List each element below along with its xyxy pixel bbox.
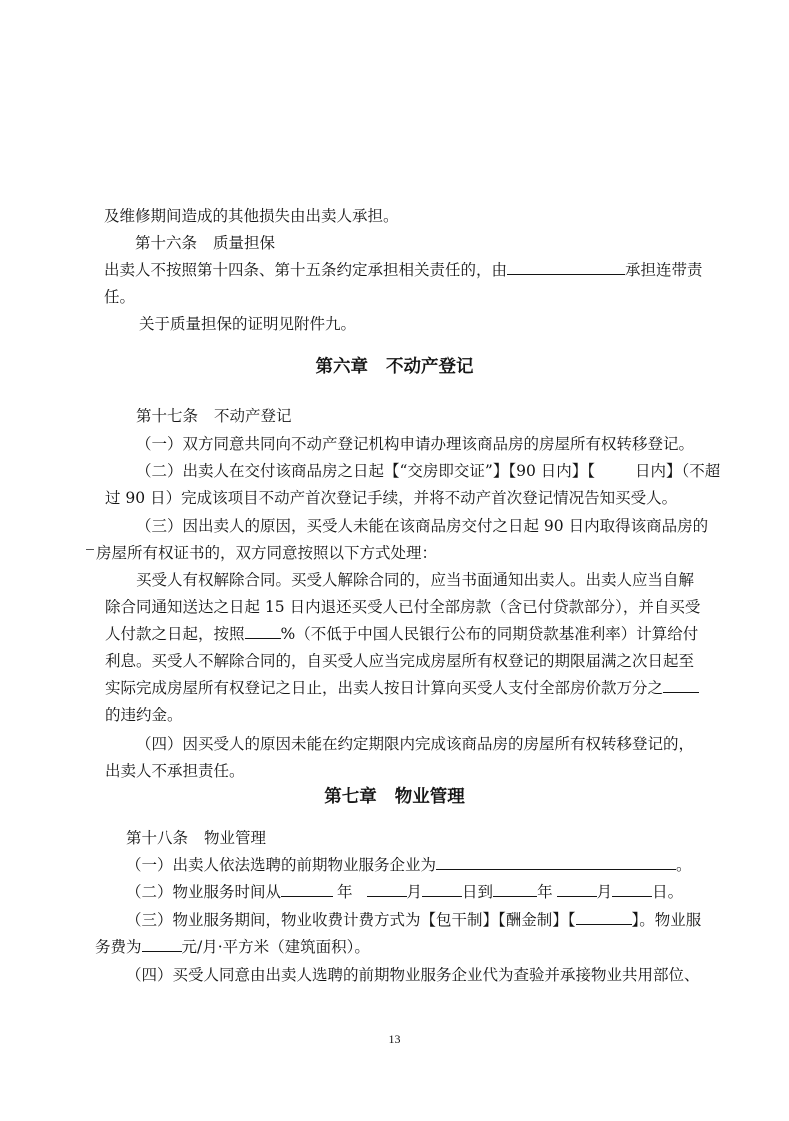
blank-field	[576, 910, 632, 925]
blank-field	[367, 882, 407, 897]
text-segment: 】。物业服	[631, 911, 702, 929]
blank-field	[493, 882, 537, 897]
chapter-6-heading	[0, 356, 789, 378]
article-title: 物业管理	[204, 829, 267, 847]
blank-field	[281, 882, 333, 897]
text-line: 过 90 日）完成该项目不动产首次登记手续，并将不动产首次登记情况告知买受人。	[105, 489, 678, 507]
text-line: （三）因出卖人的原因，买受人未能在该商品房交付之日起 90 日内取得该商品房的	[136, 517, 709, 535]
text-line: 房屋所有权证书的，双方同意按照以下方式处理：	[96, 544, 438, 562]
article-16-heading	[135, 233, 275, 253]
text-line	[95, 937, 370, 957]
text-segment: （一）出卖人依法选聘的前期物业服务企业为	[126, 856, 437, 874]
text-line: 出卖人不承担责任。	[105, 762, 245, 780]
text-line	[105, 678, 699, 698]
text-segment: （三）物业服务期间，物业收费计费方式为【包干制】【酬金制】【	[126, 911, 576, 929]
text-line: 买受人有权解除合同。买受人解除合同的，应当书面通知出卖人。出卖人应当自解	[136, 571, 695, 589]
blank-field	[245, 624, 281, 639]
text-line: 任。	[104, 288, 136, 306]
text-line	[105, 624, 698, 644]
text-segment: 出卖人不按照第十四条、第十五条约定承担相关责任的，由	[104, 261, 508, 279]
text-segment: 务费为	[95, 938, 142, 956]
text-segment: 日内】（不超	[635, 462, 721, 480]
text-segment: 。	[676, 856, 692, 874]
article-number: 第十八条	[126, 829, 189, 847]
article-title: 质量担保	[213, 234, 276, 252]
chapter-title: 不动产登记	[386, 357, 474, 377]
margin-mark	[86, 549, 94, 550]
text-line	[104, 260, 703, 280]
article-number: 第十六条	[135, 234, 198, 252]
text-segment: （二）出卖人在交付该商品房之日起【“交房即交证”】【90 日内】【	[136, 462, 596, 480]
text-segment: 月	[596, 883, 613, 901]
text-line: 利息。买受人不解除合同的，自买受人应当完成房屋所有权登记的期限届满之次日起至	[105, 652, 695, 670]
text-segment: %（不低于中国人民银行公布的同期贷款基准利率）计算给付	[280, 625, 699, 643]
text-line	[126, 882, 683, 902]
text-segment: 日。	[652, 883, 684, 901]
page-number: 13	[388, 1032, 401, 1046]
text-line: 及维修期间造成的其他损失由出卖人承担。	[104, 207, 399, 225]
article-17-heading	[136, 406, 292, 426]
text-line	[126, 910, 701, 930]
chapter-number: 第七章	[324, 787, 377, 807]
text-line: （一）双方同意共同向不动产登记机构申请办理该商品房的房屋所有权转移登记。	[136, 435, 695, 453]
text-segment: 实际完成房屋所有权登记之日止，出卖人按日计算向买受人支付全部房价款万分之	[105, 679, 664, 697]
article-18-heading	[126, 828, 266, 848]
text-segment: 元/月·平方米（建筑面积）。	[181, 938, 370, 956]
text-line	[136, 461, 720, 481]
text-line: 的违约金。	[105, 706, 183, 724]
blank-field	[663, 678, 699, 693]
text-line: 关于质量担保的证明见附件九。	[139, 315, 357, 333]
chapter-number: 第六章	[315, 357, 368, 377]
blank-field	[142, 937, 182, 952]
blank-field	[507, 260, 625, 275]
text-segment: 承担连带责	[625, 261, 703, 279]
article-number: 第十七条	[136, 407, 199, 425]
blank-field	[557, 882, 597, 897]
blank-field	[436, 855, 676, 870]
text-segment: 日到	[462, 883, 494, 901]
text-line: （四）因买受人的原因未能在约定期限内完成该商品房的房屋所有权转移登记的，	[136, 735, 695, 753]
text-line	[126, 855, 692, 875]
text-segment: 人付款之日起，按照	[105, 625, 245, 643]
blank-field	[612, 882, 652, 897]
text-segment: 年	[337, 883, 353, 901]
chapter-title: 物业管理	[394, 787, 465, 807]
text-line: （四）买受人同意由出卖人选聘的前期物业服务企业代为查验并承接物业共用部位、	[126, 966, 700, 984]
text-segment: 月	[406, 883, 423, 901]
article-title: 不动产登记	[214, 407, 292, 425]
chapter-7-heading	[0, 786, 789, 808]
text-segment: （二）物业服务时间从	[126, 883, 282, 901]
blank-field	[422, 882, 462, 897]
text-segment: 年	[537, 883, 553, 901]
text-line: 除合同通知送达之日起 15 日内退还买受人已付全部房款（含已付贷款部分），并自买受	[105, 598, 701, 616]
